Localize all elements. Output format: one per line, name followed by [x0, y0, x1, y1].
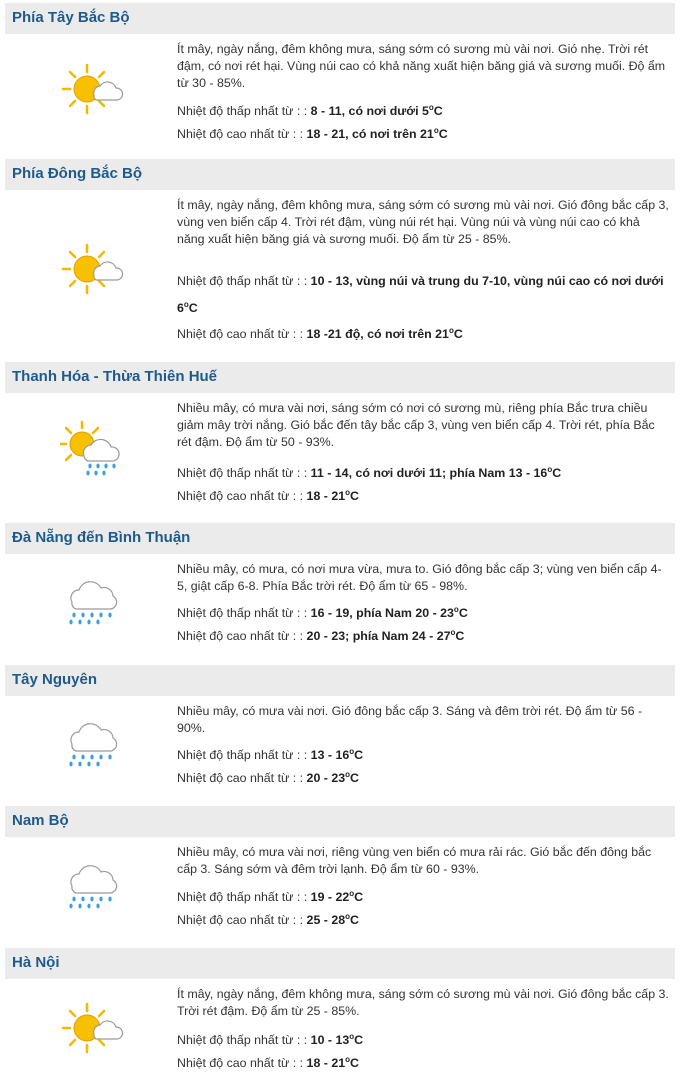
- min-temp-label: Nhiệt độ thấp nhất từ : :: [177, 1033, 308, 1047]
- region-description: Nhiều mây, có mưa vài nơi. Gió đông bắc cấp 3. Sáng và đêm trời rét. Độ ẩm từ 56 - 90%.: [177, 704, 643, 735]
- sun-cloud-icon: [60, 1000, 126, 1056]
- region-description: Nhiều mây, có mưa vài nơi, riêng vùng ven biển có mưa rải rác. Gió bắc đến đông bắc cấp 3. Sáng sớm và đêm trời lạnh. Độ ẩm từ 60 - 93%.: [177, 845, 652, 876]
- min-temp-value: 13 - 16$^o$C: [310, 747, 364, 762]
- max-temp-value: 25 - 28$^o$C: [306, 912, 359, 927]
- min-temp-value: 16 - 19, phía Nam 20 - 23$^o$C: [310, 605, 468, 620]
- region-title[interactable]: Tây Nguyên: [12, 671, 98, 688]
- min-temp-value: 10 - 13$^o$C: [310, 1032, 364, 1047]
- region-header: [5, 948, 675, 979]
- rain-cloud-icon: [60, 570, 126, 626]
- min-temp-label: Nhiệt độ thấp nhất từ : :: [177, 890, 308, 904]
- max-temp-label: Nhiệt độ cao nhất từ : :: [177, 771, 304, 785]
- sun-cloud-icon: [60, 241, 126, 297]
- region-title[interactable]: Nam Bộ: [12, 812, 69, 829]
- max-temp-value: 20 - 23; phía Nam 24 - 27$^o$C: [306, 628, 465, 643]
- max-temp-line: [177, 621, 672, 648]
- max-temp-label: Nhiệt độ cao nhất từ : :: [177, 127, 304, 141]
- min-temp-line: [177, 270, 672, 320]
- region-title[interactable]: Phía Đông Bắc Bộ: [12, 165, 143, 182]
- min-temp-label: Nhiệt độ thấp nhất từ : :: [177, 606, 308, 620]
- min-temp-label: Nhiệt độ thấp nhất từ : :: [177, 466, 308, 480]
- max-temp-line: [177, 319, 672, 346]
- min-temp-value: 11 - 14, có nơi dưới 11; phía Nam 13 - 16$^o$C: [310, 465, 562, 480]
- region-description: Ít mây, ngày nắng, đêm không mưa, sáng sớm có sương mù vài nơi. Gió đông bắc cấp 3. Trời rét đậm. Độ ẩm từ 25 - 85%.: [177, 987, 669, 1018]
- max-temp-label: Nhiệt độ cao nhất từ : :: [177, 1056, 304, 1070]
- min-temp-value: 8 - 11, có nơi dưới 5$^o$C: [310, 103, 443, 118]
- region-description: Ít mây, ngày nắng, đêm không mưa, sáng sớm có sương mù vài nơi. Gió đông bắc cấp 3, vùng ven biển cấp 4. Trời rét đậm, vùng núi rét hại. Vùng núi và vùng núi cao có khả năng xuất hiện băng giá và sương muối. Độ ẩm từ 25 - 85%.: [177, 198, 669, 246]
- region-title[interactable]: Đà Nẵng đến Bình Thuận: [12, 529, 191, 546]
- min-temp-value: 19 - 22$^o$C: [310, 889, 364, 904]
- max-temp-line: [177, 763, 672, 790]
- min-temp-label: Nhiệt độ thấp nhất từ : :: [177, 104, 308, 118]
- region-header: [5, 159, 675, 190]
- sun-rain-icon: [60, 420, 126, 476]
- rain-cloud-icon: [60, 854, 126, 910]
- max-temp-value: 18 -21 độ, có nơi trên 21$^o$C: [306, 326, 463, 341]
- region-title[interactable]: Thanh Hóa - Thừa Thiên Huế: [12, 368, 218, 385]
- region-header: [5, 3, 675, 34]
- region-title[interactable]: Phía Tây Bắc Bộ: [12, 9, 130, 26]
- region-description: Nhiều mây, có mưa, có nơi mưa vừa, mưa to. Gió đông bắc cấp 3; vùng ven biển cấp 4-5, giật cấp 6-8. Phía Bắc trời rét. Độ ẩm từ 65 - 98%.: [177, 562, 662, 593]
- region-header: [5, 523, 675, 554]
- region-description: Ít mây, ngày nắng, đêm không mưa, sáng sớm có sương mù vài nơi. Gió nhẹ. Trời rét đậm, có nơi rét hại. Vùng núi cao có khả năng xuất hiện băng giá và sương muối. Độ ẩm từ 30 - 85%.: [177, 42, 666, 90]
- region-header: [5, 665, 675, 696]
- min-temp-label: Nhiệt độ thấp nhất từ : :: [177, 748, 308, 762]
- region-description: Nhiều mây, có mưa vài nơi, sáng sớm có nơi có sương mù, riêng phía Bắc trưa chiều giảm mây trời nắng. Gió bắc đến tây bắc cấp 3, vùng ven biển cấp 4. Trời rét, phía Bắc rét đậm. Độ ẩm từ 50 - 93%.: [177, 401, 655, 449]
- max-temp-label: Nhiệt độ cao nhất từ : :: [177, 913, 304, 927]
- rain-cloud-icon: [60, 712, 126, 768]
- max-temp-line: [177, 481, 672, 508]
- region-header: [5, 362, 675, 393]
- max-temp-line: [177, 1048, 672, 1075]
- max-temp-label: Nhiệt độ cao nhất từ : :: [177, 629, 304, 643]
- max-temp-line: [177, 119, 672, 146]
- region-title[interactable]: Hà Nội: [12, 954, 60, 971]
- min-temp-value: 10 - 13, vùng núi và trung du 7-10, vùng núi cao có nơi dưới 6$^o$C: [177, 274, 664, 315]
- sun-cloud-icon: [60, 61, 126, 117]
- max-temp-value: 18 - 21$^o$C: [306, 1055, 359, 1070]
- min-temp-label: Nhiệt độ thấp nhất từ : :: [177, 274, 308, 288]
- max-temp-label: Nhiệt độ cao nhất từ : :: [177, 327, 304, 341]
- max-temp-value: 20 - 23$^o$C: [306, 770, 359, 785]
- max-temp-value: 18 - 21$^o$C: [306, 488, 359, 503]
- max-temp-line: [177, 905, 672, 932]
- max-temp-label: Nhiệt độ cao nhất từ : :: [177, 489, 304, 503]
- region-header: [5, 806, 675, 837]
- max-temp-value: 18 - 21, có nơi trên 21$^o$C: [306, 126, 448, 141]
